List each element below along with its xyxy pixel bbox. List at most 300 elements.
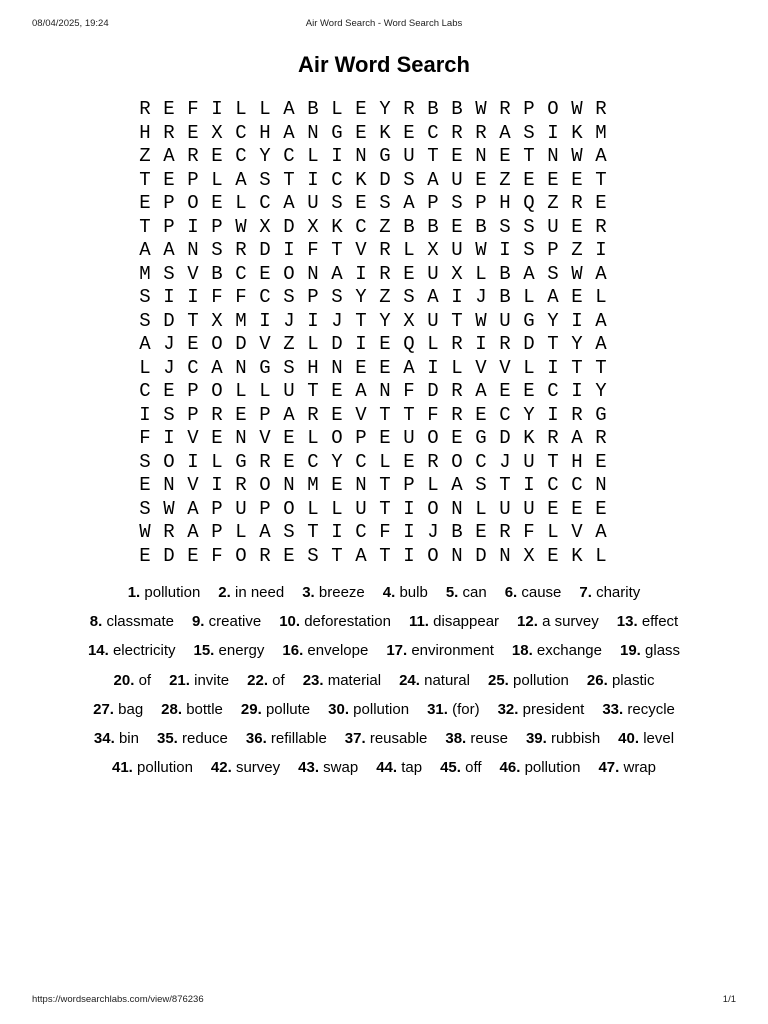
grid-cell: G xyxy=(235,450,247,473)
grid-cell: E xyxy=(187,121,199,144)
grid-cell: N xyxy=(331,356,343,379)
word-text: pollution xyxy=(513,671,569,689)
grid-cell: Q xyxy=(523,192,535,214)
word-text: rubbish xyxy=(550,730,601,748)
word-list-item xyxy=(427,695,480,724)
grid-cell: D xyxy=(427,380,439,402)
grid-cell: S xyxy=(163,403,175,426)
grid-cell: S xyxy=(451,192,463,214)
grid-cell: X xyxy=(427,239,439,261)
grid-cell: R xyxy=(235,239,247,261)
word-number: 5. xyxy=(445,584,459,601)
word-number: 17. xyxy=(386,642,408,660)
grid-cell: H xyxy=(571,450,583,473)
grid-cell: C xyxy=(187,356,199,379)
grid-cell: O xyxy=(211,333,223,355)
grid-cell: L xyxy=(403,239,415,261)
grid-cell: N xyxy=(307,262,319,285)
grid-cell: I xyxy=(523,474,535,496)
grid-cell: W xyxy=(235,215,247,238)
grid-cell: E xyxy=(571,215,583,238)
grid-row xyxy=(133,145,637,169)
grid-cell: E xyxy=(547,168,559,191)
word-list-item xyxy=(587,666,655,695)
grid-cell: S xyxy=(499,215,511,238)
word-list-item xyxy=(498,695,585,724)
word-list-item xyxy=(617,607,678,636)
grid-cell: O xyxy=(259,474,271,496)
grid-cell: N xyxy=(355,474,367,496)
grid-cell: P xyxy=(547,239,559,261)
word-text: (for) xyxy=(452,700,480,718)
grid-cell: A xyxy=(571,427,583,449)
grid-cell: B xyxy=(403,215,415,238)
grid-row xyxy=(133,474,637,498)
grid-cell: U xyxy=(283,380,295,402)
word-number: 21. xyxy=(169,671,190,689)
word-number: 36. xyxy=(245,730,267,748)
grid-cell: E xyxy=(235,403,247,426)
grid-cell: P xyxy=(211,497,223,520)
word-text: deforestation xyxy=(304,613,391,631)
grid-cell: P xyxy=(427,192,439,214)
grid-cell: G xyxy=(259,356,271,379)
grid-cell: L xyxy=(307,427,319,449)
grid-cell: R xyxy=(595,215,607,238)
grid-cell: C xyxy=(475,450,487,473)
grid-cell: L xyxy=(211,450,223,473)
word-text: tap xyxy=(401,759,423,777)
grid-cell: G xyxy=(475,427,487,449)
word-list-item xyxy=(192,607,261,636)
grid-cell: I xyxy=(187,215,199,238)
grid-row xyxy=(133,545,637,569)
grid-cell: F xyxy=(211,544,223,567)
grid-cell: L xyxy=(235,521,247,543)
grid-cell: R xyxy=(451,403,463,426)
grid-cell: I xyxy=(283,239,295,261)
grid-cell: N xyxy=(451,497,463,520)
grid-cell: L xyxy=(307,333,319,355)
word-number: 43. xyxy=(298,759,319,777)
word-list-item xyxy=(279,607,391,636)
word-number: 20. xyxy=(113,671,135,689)
grid-cell: M xyxy=(139,262,151,285)
grid-cell: Q xyxy=(403,333,415,355)
word-list-item xyxy=(512,636,602,665)
grid-cell: C xyxy=(547,474,559,496)
grid-cell: P xyxy=(211,215,223,238)
word-text: electricity xyxy=(112,642,176,660)
grid-cell: U xyxy=(403,145,415,167)
grid-cell: I xyxy=(595,239,607,261)
grid-cell: R xyxy=(595,98,607,120)
grid-cell: A xyxy=(475,380,487,402)
grid-cell: E xyxy=(379,333,391,355)
grid-cell: R xyxy=(499,521,511,543)
grid-cell: I xyxy=(163,286,175,308)
grid-cell: E xyxy=(331,474,343,496)
grid-cell: C xyxy=(331,168,343,191)
grid-cell: I xyxy=(475,333,487,355)
word-text: reuse xyxy=(470,730,508,748)
word-number: 26. xyxy=(586,671,608,689)
word-list-item xyxy=(161,695,223,724)
grid-cell: U xyxy=(307,192,319,214)
grid-cell: K xyxy=(523,427,535,449)
grid-cell: E xyxy=(331,380,343,402)
word-list-item xyxy=(345,724,428,753)
grid-cell: E xyxy=(451,427,463,449)
grid-cell: A xyxy=(187,497,199,520)
grid-cell: F xyxy=(523,521,535,543)
grid-cell: E xyxy=(187,333,199,355)
grid-cell: E xyxy=(211,145,223,167)
grid-cell: Z xyxy=(139,145,151,167)
grid-cell: R xyxy=(427,450,439,473)
grid-cell: I xyxy=(211,98,223,120)
grid-cell: O xyxy=(163,450,175,473)
grid-cell: I xyxy=(355,333,367,355)
word-list-item xyxy=(440,753,481,782)
word-number: 35. xyxy=(156,730,178,748)
word-number: 1. xyxy=(127,584,141,601)
grid-cell: L xyxy=(523,286,535,308)
grid-cell: C xyxy=(259,192,271,214)
word-text: glass xyxy=(645,642,681,660)
grid-cell: S xyxy=(523,121,535,144)
grid-cell: A xyxy=(595,262,607,285)
grid-cell: I xyxy=(331,145,343,167)
grid-cell: T xyxy=(547,333,559,355)
grid-cell: V xyxy=(187,262,199,285)
word-list-item xyxy=(211,753,280,782)
word-text: pollution xyxy=(524,759,581,777)
grid-cell: B xyxy=(307,98,319,120)
word-text: breeze xyxy=(318,584,365,601)
grid-cell: V xyxy=(355,239,367,261)
grid-cell: V xyxy=(571,521,583,543)
grid-cell: I xyxy=(259,309,271,332)
grid-cell: C xyxy=(355,521,367,543)
grid-cell: E xyxy=(523,380,535,402)
grid-cell: Z xyxy=(379,215,391,238)
word-number: 19. xyxy=(619,642,641,660)
grid-cell: H xyxy=(307,356,319,379)
word-list xyxy=(20,578,748,782)
word-list-item xyxy=(128,578,201,607)
grid-cell: I xyxy=(547,356,559,379)
grid-cell: H xyxy=(139,121,151,144)
grid-cell: V xyxy=(187,427,199,449)
grid-cell: R xyxy=(595,427,607,449)
grid-cell: T xyxy=(379,544,391,567)
word-text: pollution xyxy=(353,700,410,718)
word-number: 23. xyxy=(302,671,324,689)
grid-cell: I xyxy=(571,380,583,402)
word-number: 18. xyxy=(511,642,533,660)
grid-cell: L xyxy=(211,168,223,191)
grid-cell: A xyxy=(283,98,295,120)
grid-cell: S xyxy=(139,286,151,308)
grid-cell: P xyxy=(355,427,367,449)
word-text: natural xyxy=(424,671,470,689)
word-number: 37. xyxy=(344,730,366,748)
word-list-item xyxy=(446,578,487,607)
grid-cell: T xyxy=(427,145,439,167)
grid-cell: C xyxy=(235,121,247,144)
page-number: 1/1 xyxy=(722,994,736,1005)
grid-cell: S xyxy=(211,239,223,261)
grid-cell: W xyxy=(139,521,151,543)
grid-cell: D xyxy=(259,239,271,261)
grid-cell: U xyxy=(403,427,415,449)
grid-cell: E xyxy=(163,168,175,191)
grid-cell: T xyxy=(139,168,151,191)
grid-cell: E xyxy=(475,521,487,543)
grid-cell: I xyxy=(547,403,559,426)
grid-row xyxy=(133,451,637,475)
word-text: president xyxy=(522,700,585,718)
grid-cell: K xyxy=(355,168,367,191)
print-document-title: Air Word Search - Word Search Labs xyxy=(305,18,463,29)
grid-cell: R xyxy=(403,98,415,120)
grid-cell: K xyxy=(379,121,391,144)
grid-row xyxy=(133,263,637,287)
grid-cell: U xyxy=(523,497,535,520)
word-text: wrap xyxy=(623,759,656,777)
word-number: 11. xyxy=(408,613,429,631)
grid-cell: X xyxy=(307,215,319,238)
print-header xyxy=(32,18,736,32)
grid-cell: L xyxy=(307,145,319,167)
grid-cell: F xyxy=(379,521,391,543)
grid-cell: F xyxy=(187,98,199,120)
grid-cell: I xyxy=(307,309,319,332)
grid-cell: T xyxy=(355,309,367,332)
word-text: level xyxy=(643,730,675,748)
grid-cell: P xyxy=(211,521,223,543)
grid-cell: L xyxy=(259,380,271,402)
grid-cell: R xyxy=(211,403,223,426)
grid-cell: S xyxy=(331,286,343,308)
grid-cell: C xyxy=(283,145,295,167)
word-text: pollute xyxy=(265,700,311,718)
grid-cell: C xyxy=(259,286,271,308)
grid-cell: I xyxy=(163,427,175,449)
word-text: pollution xyxy=(144,584,201,601)
grid-cell: L xyxy=(451,356,463,379)
word-text: plastic xyxy=(611,671,655,689)
grid-cell: E xyxy=(571,286,583,308)
grid-cell: M xyxy=(595,121,607,144)
grid-cell: A xyxy=(355,544,367,567)
grid-cell: T xyxy=(379,497,391,520)
grid-cell: N xyxy=(307,121,319,144)
grid-cell: P xyxy=(163,192,175,214)
word-number: 30. xyxy=(328,700,349,718)
grid-cell: S xyxy=(259,168,271,191)
grid-cell: O xyxy=(283,497,295,520)
grid-cell: S xyxy=(283,286,295,308)
grid-cell: A xyxy=(163,239,175,261)
word-list-item xyxy=(445,724,508,753)
grid-cell: F xyxy=(307,239,319,261)
grid-cell: S xyxy=(139,309,151,332)
grid-cell: A xyxy=(187,521,199,543)
grid-cell: U xyxy=(355,497,367,520)
word-list-item xyxy=(246,724,327,753)
grid-cell: F xyxy=(427,403,439,426)
word-text: material xyxy=(327,671,382,689)
word-text: recycle xyxy=(627,700,675,718)
word-list-item xyxy=(618,724,674,753)
word-list-item xyxy=(409,607,499,636)
grid-cell: U xyxy=(427,262,439,285)
word-text: survey xyxy=(235,759,281,777)
word-list-item xyxy=(302,578,365,607)
grid-cell: E xyxy=(475,168,487,191)
word-number: 8. xyxy=(89,613,103,631)
word-text: refillable xyxy=(270,730,327,748)
grid-cell: H xyxy=(499,192,511,214)
grid-cell: L xyxy=(595,286,607,308)
grid-row xyxy=(133,380,637,404)
grid-cell: I xyxy=(355,262,367,285)
grid-cell: T xyxy=(331,239,343,261)
grid-cell: L xyxy=(523,356,535,379)
grid-row xyxy=(133,498,637,522)
grid-cell: L xyxy=(331,497,343,520)
grid-cell: O xyxy=(427,544,439,567)
grid-cell: T xyxy=(307,380,319,402)
grid-cell: D xyxy=(235,333,247,355)
grid-cell: J xyxy=(283,309,295,332)
grid-cell: A xyxy=(139,239,151,261)
grid-cell: Y xyxy=(379,98,391,120)
grid-cell: A xyxy=(523,262,535,285)
word-list-item xyxy=(112,753,193,782)
word-text: reduce xyxy=(182,730,228,748)
grid-cell: U xyxy=(451,168,463,191)
word-text: energy xyxy=(218,642,265,660)
grid-cell: E xyxy=(379,356,391,379)
grid-cell: G xyxy=(379,145,391,167)
word-list-line xyxy=(20,636,748,665)
grid-cell: E xyxy=(211,427,223,449)
grid-cell: E xyxy=(547,497,559,520)
word-text: reusable xyxy=(369,730,428,748)
grid-row xyxy=(133,169,637,193)
word-number: 6. xyxy=(504,584,518,601)
word-text: cause xyxy=(521,584,562,601)
grid-cell: D xyxy=(523,333,535,355)
grid-cell: Y xyxy=(379,309,391,332)
grid-cell: N xyxy=(163,474,175,496)
grid-cell: R xyxy=(499,333,511,355)
grid-cell: L xyxy=(427,474,439,496)
grid-cell: A xyxy=(283,403,295,426)
grid-cell: C xyxy=(427,121,439,144)
grid-cell: L xyxy=(595,544,607,567)
grid-cell: P xyxy=(475,192,487,214)
grid-cell: R xyxy=(475,121,487,144)
grid-cell: A xyxy=(403,356,415,379)
grid-row xyxy=(133,357,637,381)
grid-cell: D xyxy=(163,544,175,567)
word-number: 38. xyxy=(445,730,467,748)
grid-cell: E xyxy=(379,427,391,449)
grid-cell: V xyxy=(499,356,511,379)
grid-cell: D xyxy=(475,544,487,567)
grid-cell: E xyxy=(139,544,151,567)
word-list-item xyxy=(88,636,176,665)
grid-cell: Y xyxy=(523,403,535,426)
grid-cell: U xyxy=(547,215,559,238)
grid-cell: A xyxy=(595,333,607,355)
grid-cell: B xyxy=(475,215,487,238)
word-number: 31. xyxy=(427,700,448,718)
grid-cell: L xyxy=(331,98,343,120)
page-url: https://wordsearchlabs.com/view/876236 xyxy=(32,994,204,1005)
grid-cell: C xyxy=(307,450,319,473)
grid-cell: A xyxy=(283,192,295,214)
grid-cell: S xyxy=(283,521,295,543)
grid-cell: A xyxy=(499,121,511,144)
grid-cell: I xyxy=(331,521,343,543)
grid-cell: S xyxy=(523,239,535,261)
grid-cell: W xyxy=(475,309,487,332)
grid-cell: E xyxy=(403,450,415,473)
grid-cell: C xyxy=(235,262,247,285)
grid-cell: E xyxy=(403,121,415,144)
grid-cell: L xyxy=(307,497,319,520)
grid-cell: N xyxy=(379,380,391,402)
grid-cell: E xyxy=(187,544,199,567)
grid-row xyxy=(133,98,637,122)
grid-cell: F xyxy=(211,286,223,308)
grid-row xyxy=(133,239,637,263)
grid-cell: T xyxy=(307,521,319,543)
grid-cell: J xyxy=(427,521,439,543)
grid-cell: R xyxy=(163,121,175,144)
word-list-line xyxy=(20,578,748,607)
word-list-item xyxy=(386,636,494,665)
grid-cell: Y xyxy=(571,333,583,355)
grid-cell: N xyxy=(595,474,607,496)
grid-cell: E xyxy=(571,497,583,520)
grid-cell: J xyxy=(331,309,343,332)
grid-cell: S xyxy=(139,450,151,473)
grid-cell: E xyxy=(499,380,511,402)
word-text: environment xyxy=(411,642,494,660)
grid-cell: E xyxy=(571,168,583,191)
grid-cell: N xyxy=(499,544,511,567)
word-list-item xyxy=(399,666,470,695)
grid-cell: E xyxy=(283,450,295,473)
grid-cell: U xyxy=(235,497,247,520)
word-number: 13. xyxy=(616,613,638,631)
word-text: off xyxy=(465,759,482,777)
grid-cell: W xyxy=(475,98,487,120)
grid-cell: T xyxy=(499,474,511,496)
grid-cell: I xyxy=(499,239,511,261)
grid-cell: V xyxy=(187,474,199,496)
print-footer xyxy=(32,994,736,1008)
grid-cell: R xyxy=(571,192,583,214)
grid-cell: A xyxy=(235,168,247,191)
grid-cell: T xyxy=(379,474,391,496)
